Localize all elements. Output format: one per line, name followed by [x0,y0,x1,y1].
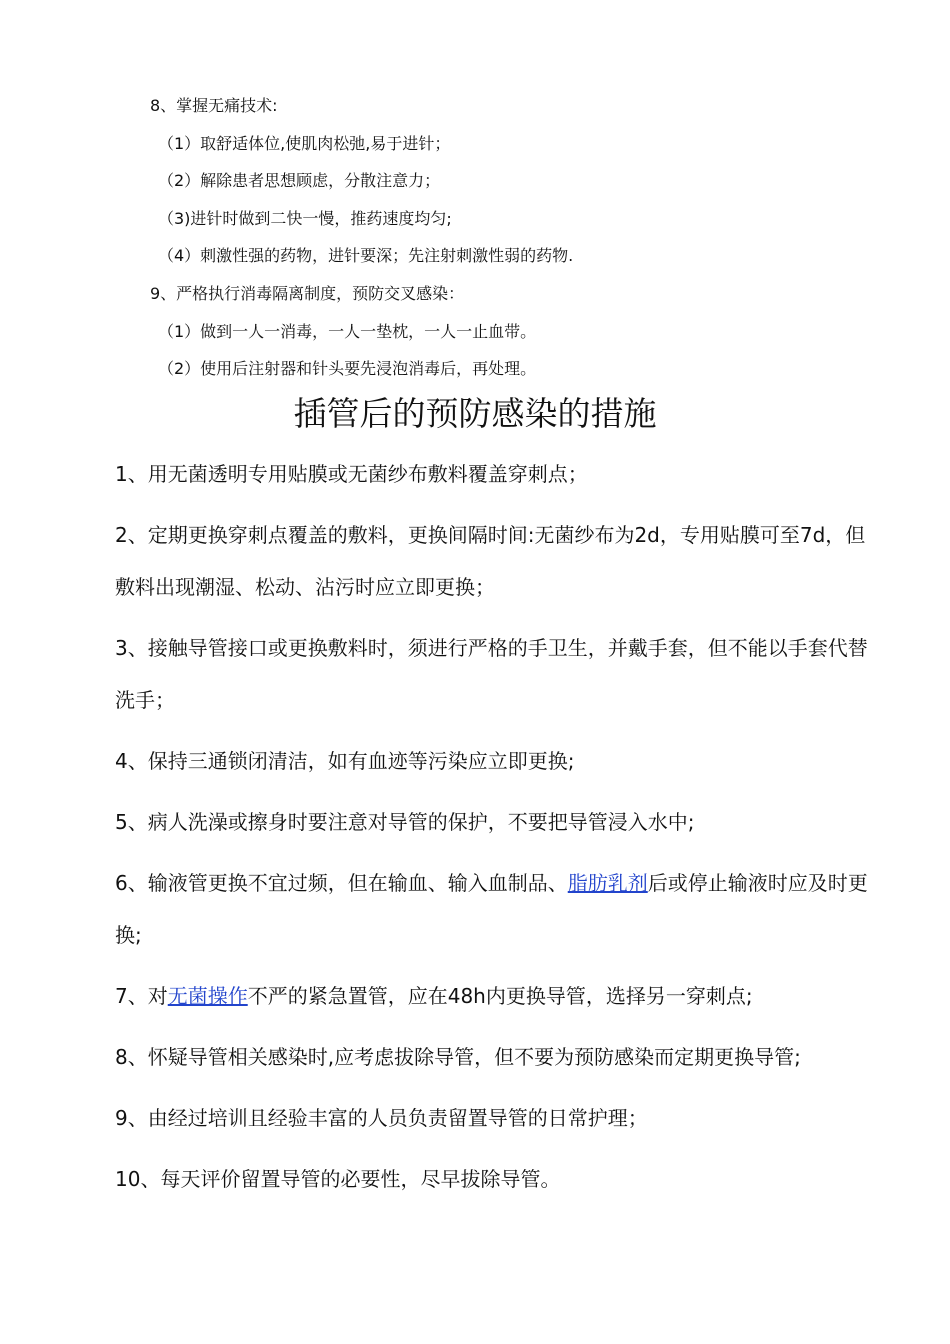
measure-10: 10、每天评价留置导管的必要性，尽早拔除导管。 [115,1167,561,1191]
measure-4: 4、保持三通锁闭清洁，如有血迹等污染应立即更换; [115,749,575,773]
item-9-sub-1: （1）做到一人一消毒，一人一垫枕，一人一止血带。 [158,321,537,341]
page-title: 插管后的预防感染的措施 [293,394,657,433]
measure-7-text-after: 不严的紧急置管，应在48h内更换导管，选择另一穿刺点; [247,984,753,1008]
infection-prevention-list [115,448,875,1205]
measure-7-text-before: 7、对 [115,984,168,1008]
measure-6-text-before: 6、输液管更换不宜过频，但在输血、输入血制品、 [115,871,568,895]
measure-7 [115,970,875,1022]
item-8-sub-3: （3)进针时做到二快一慢，推药速度均匀; [158,208,452,228]
measure-2: 2、定期更换穿刺点覆盖的敷料，更换间隔时间:无菌纱布为2d，专用贴膜可至7d，但敷料出现潮湿、松动、沾污时应立即更换； [115,523,866,599]
measure-6-text-after: 后或停止输液时应及时更换; [115,871,868,947]
item-8-sub-1: （1）取舒适体位,使肌肉松弛,易于进针； [158,133,451,153]
measure-3: 3、接触导管接口或更换敷料时，须进行严格的手卫生，并戴手套，但不能以手套代替洗手； [115,636,868,712]
item-9-heading: 9、严格执行消毒隔离制度，预防交叉感染： [150,283,465,303]
measure-9: 9、由经过培训且经验丰富的人员负责留置导管的日常护理； [115,1106,648,1130]
injection-guidelines-section [150,96,910,397]
item-8-heading: 8、掌握无痛技术: [150,96,278,115]
measure-8: 8、怀疑导管相关感染时,应考虑拔除导管，但不要为预防感染而定期更换导管; [115,1045,801,1069]
item-9-sub-2: （2）使用后注射器和针头要先浸泡消毒后，再处理。 [158,359,537,379]
fat-emulsion-link[interactable]: 脂肪乳剂 [567,871,648,895]
item-8-sub-2: （2）解除患者思想顾虑，分散注意力； [158,171,441,191]
aseptic-operation-link[interactable]: 无菌操作 [167,984,248,1008]
item-8-sub-4: （4）刺激性强的药物，进针要深；先注射刺激性弱的药物. [158,246,574,266]
measure-6 [115,857,875,961]
measure-1: 1、用无菌透明专用贴膜或无菌纱布敷料覆盖穿刺点； [115,462,588,486]
measure-5: 5、病人洗澡或擦身时要注意对导管的保护，不要把导管浸入水中; [115,810,695,834]
